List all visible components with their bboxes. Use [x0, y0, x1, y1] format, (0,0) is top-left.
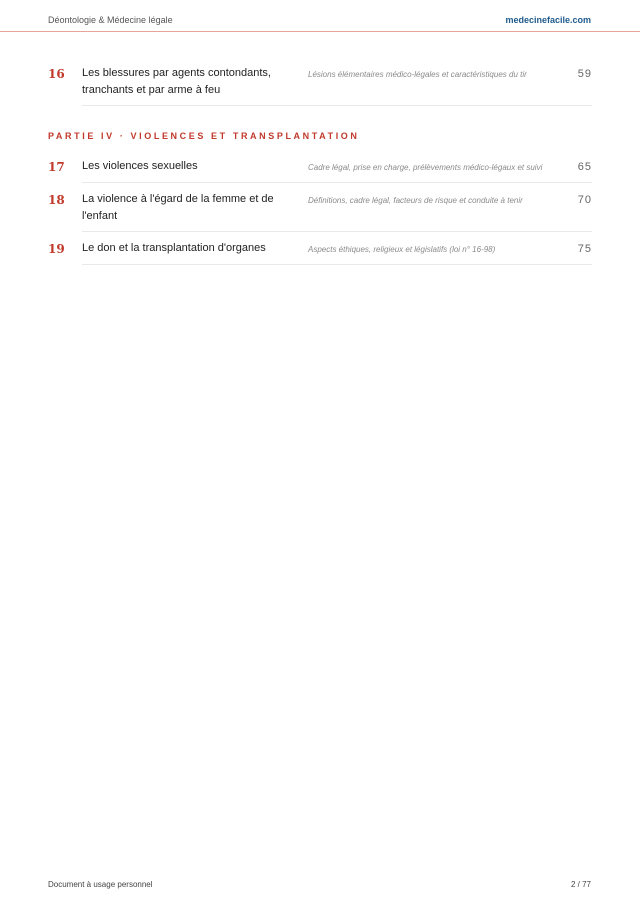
chapter-title: La violence à l'égard de la femme et de l'enfant — [82, 193, 274, 222]
table-of-contents — [48, 62, 592, 270]
footer-note: Document à usage personnel — [48, 880, 153, 889]
chapter-description: Lésions élémentaires médico-légales et caractéristiques du tir — [308, 70, 527, 79]
page-header — [0, 0, 640, 32]
toc-entry-body — [82, 191, 592, 232]
chapter-title: Les violences sexuelles — [82, 160, 198, 172]
chapter-description: Cadre légal, prise en charge, prélèvements médico-légaux et suivi — [308, 163, 543, 172]
chapter-number: 18 — [48, 193, 65, 207]
toc-entry-body — [82, 158, 592, 183]
toc-entry-18[interactable] — [48, 188, 592, 237]
toc-entry-17[interactable] — [48, 155, 592, 188]
chapter-title: Le don et la transplantation d'organes — [82, 242, 266, 254]
page-number: 65 — [577, 161, 592, 173]
page-number: 75 — [577, 243, 592, 255]
toc-entry-body — [82, 65, 592, 106]
chapter-number: 16 — [48, 67, 65, 81]
document-title: Déontologie & Médecine légale — [48, 15, 173, 25]
page-number: 70 — [577, 194, 592, 206]
page-number: 59 — [577, 68, 592, 80]
chapter-description: Définitions, cadre légal, facteurs de risque et conduite à tenir — [308, 196, 523, 205]
chapter-number: 19 — [48, 242, 65, 256]
toc-entry-16[interactable] — [48, 62, 592, 111]
footer-page-indicator: 2 / 77 — [570, 880, 591, 889]
site-link[interactable]: medecinefacile.com — [505, 15, 591, 25]
part-heading: PARTIE IV · VIOLENCES ET TRANSPLANTATION — [48, 131, 360, 141]
chapter-title: Les blessures par agents contondants, tranchants et par arme à feu — [82, 67, 271, 96]
toc-entry-body — [82, 240, 592, 265]
chapter-number: 17 — [48, 160, 65, 174]
chapter-description: Aspects éthiques, religieux et législatifs (loi n° 16-98) — [308, 245, 496, 254]
toc-entry-19[interactable] — [48, 237, 592, 270]
